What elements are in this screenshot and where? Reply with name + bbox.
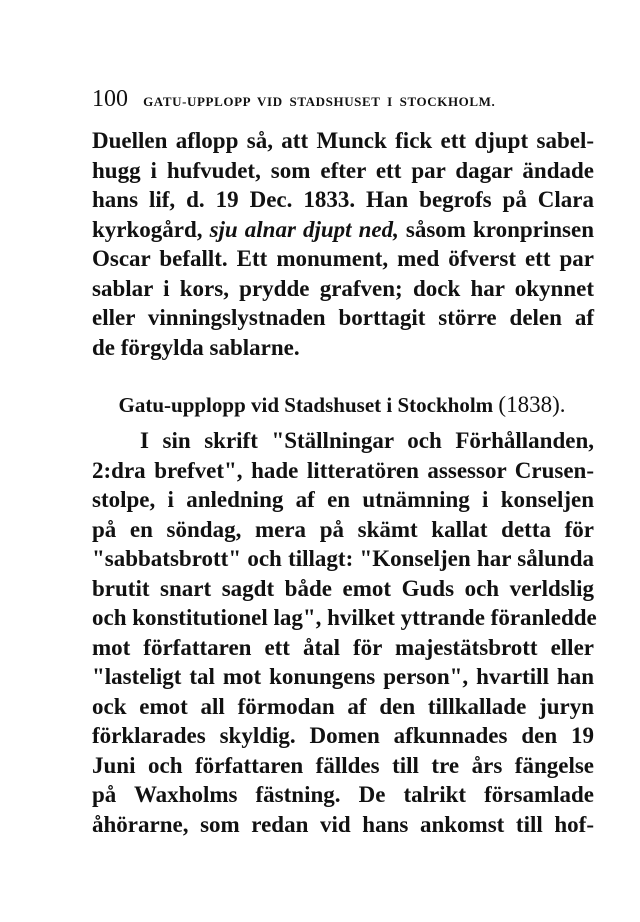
italic-phrase: sju alnar djupt ned, [209, 216, 399, 242]
text-line: de förgylda sablarne. [92, 334, 300, 360]
text-line: Oscar befallt. Ett monument, med öfverst ett par [92, 246, 594, 271]
text-line: "lasteligt tal mot konungens person", hvartill han [92, 664, 594, 689]
text-line: mot författaren ett åtal för majestätsbrott eller [92, 634, 594, 660]
text-line: brutit snart sagdt både emot Guds och verldslig [92, 575, 594, 601]
text-line: Duellen aflopp så, att Munck fick ett djupt sabel- [92, 128, 594, 153]
text-line: 2:dra brefvet", hade litteratören assessor Crusen- [92, 457, 594, 483]
text-line-with-italic [92, 215, 594, 245]
text-line: hans lif, d. 19 Dec. 1833. Han begrofs på Clara [92, 187, 594, 212]
text-line: sablar i kors, prydde grafven; dock har okynnet [92, 275, 594, 301]
section-heading [92, 392, 592, 418]
text-line: stolpe, i anledning af en utnämning i konseljen [92, 487, 594, 512]
paragraph-crusenstolpe [92, 426, 597, 839]
text-line: Juni och författaren fälldes till tre års fängelse [92, 752, 594, 778]
faint-watermark [288, 906, 368, 922]
text-line: på en söndag, mera på skämt kallat detta för [92, 516, 594, 542]
page-number: 100 [92, 86, 128, 112]
text-line: på Waxholms fästning. De talrikt församlade [92, 782, 594, 807]
text-fragment: såsom kronprinsen [405, 216, 594, 242]
text-line: "sabbatsbrott" och tillagt: "Konseljen har sålunda [92, 546, 594, 571]
text-line: eller vinningslystnaden borttagit större delen af [92, 305, 594, 330]
text-fragment: kyrkogård, [92, 216, 203, 242]
running-title: GATU-UPPLOPP VID STADSHUSET I STOCKHOLM. [143, 94, 496, 109]
text-line: I sin skrift "Ställningar och Förhållanden, [140, 428, 594, 453]
running-head [92, 86, 592, 116]
text-line: åhörarne, som redan vid hans ankomst till hof- [92, 811, 594, 837]
text-line: förklarades skyldig. Domen afkunnades den 19 [92, 723, 594, 748]
text-line: och konstitutionel lag", hvilket yttrande föranledde [92, 605, 597, 630]
section-heading-year: (1838). [498, 392, 566, 417]
text-line: ock emot all förmodan af den tillkallade juryn [92, 693, 594, 719]
paragraph-duel [92, 126, 594, 362]
text-line: hugg i hufvudet, som efter ett par dagar ändade [92, 157, 594, 183]
section-heading-title: Gatu-upplopp vid Stadshuset i Stockholm [118, 393, 494, 417]
